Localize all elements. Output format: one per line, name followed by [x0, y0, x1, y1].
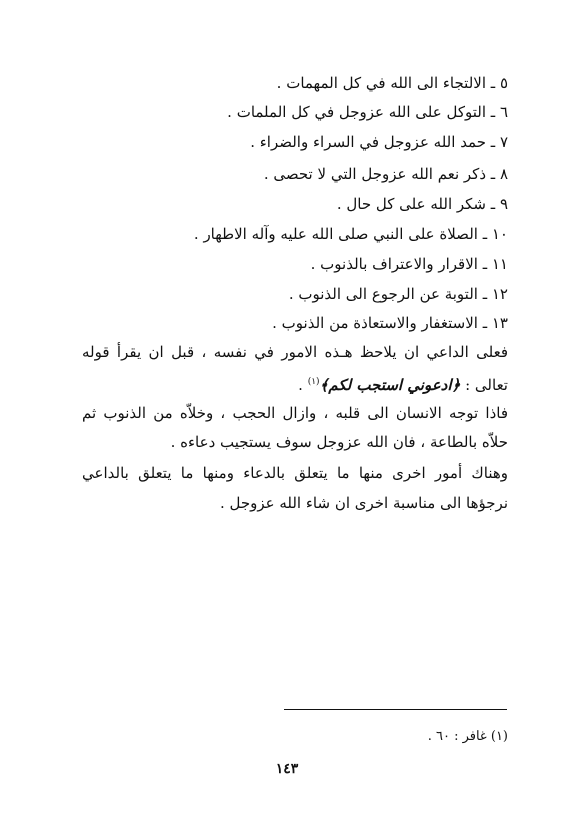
paragraph-2-line-1: فاذا توجه الانسان الى قلبه ، وازال الحجب ، وخلاّه من الذنوب ثم — [82, 404, 508, 422]
paragraph-1-line-2 — [298, 372, 508, 395]
list-item-5: ٥ ـ الالتجاء الى الله في كل المهمات . — [276, 74, 508, 92]
verse-end-mark: . — [298, 376, 303, 394]
paragraph-3-line-1: وهناك أمور اخرى منها ما يتعلق بالدعاء ومنها ما يتعلق بالداعي — [82, 464, 508, 482]
paragraph-2-line-2: حلاّه بالطاعة ، فان الله عزوجل سوف يستجيب دعاءه . — [170, 433, 508, 451]
list-item-7: ٧ ـ حمد الله عزوجل في السراء والضراء . — [250, 133, 508, 151]
quranic-quote: ﴿ادعوني استجب لكم﴾ — [319, 376, 461, 394]
list-item-13: ١٣ ـ الاستغفار والاستعاذة من الذنوب . — [272, 314, 508, 332]
list-item-6: ٦ ـ التوكل على الله عزوجل في كل الملمات . — [227, 103, 508, 121]
footnote-reference: (١) — [307, 377, 320, 387]
list-item-10: ١٠ ـ الصلاة على النبي صلى الله عليه وآله الاطهار . — [193, 225, 508, 243]
footnote-divider — [284, 709, 507, 710]
verse-intro: تعالى : — [465, 376, 508, 394]
page-number: ١٤٣ — [275, 761, 299, 777]
list-item-11: ١١ ـ الاقرار والاعتراف بالذنوب . — [310, 255, 508, 273]
list-item-12: ١٢ ـ التوبة عن الرجوع الى الذنوب . — [288, 285, 508, 303]
list-item-9: ٩ ـ شكر الله على كل حال . — [336, 195, 508, 213]
paragraph-3-line-2: نرجؤها الى مناسبة اخرى ان شاء الله عزوجل . — [219, 494, 508, 512]
list-item-8: ٨ ـ ذكر نعم الله عزوجل التي لا تحصى . — [263, 165, 508, 183]
paragraph-1-line-1: فعلى الداعي ان يلاحظ هـذه الامور في نفسه ، قبل ان يقرأ قوله — [82, 343, 508, 361]
footnote: (١) غافر : ٦٠ . — [427, 729, 508, 744]
